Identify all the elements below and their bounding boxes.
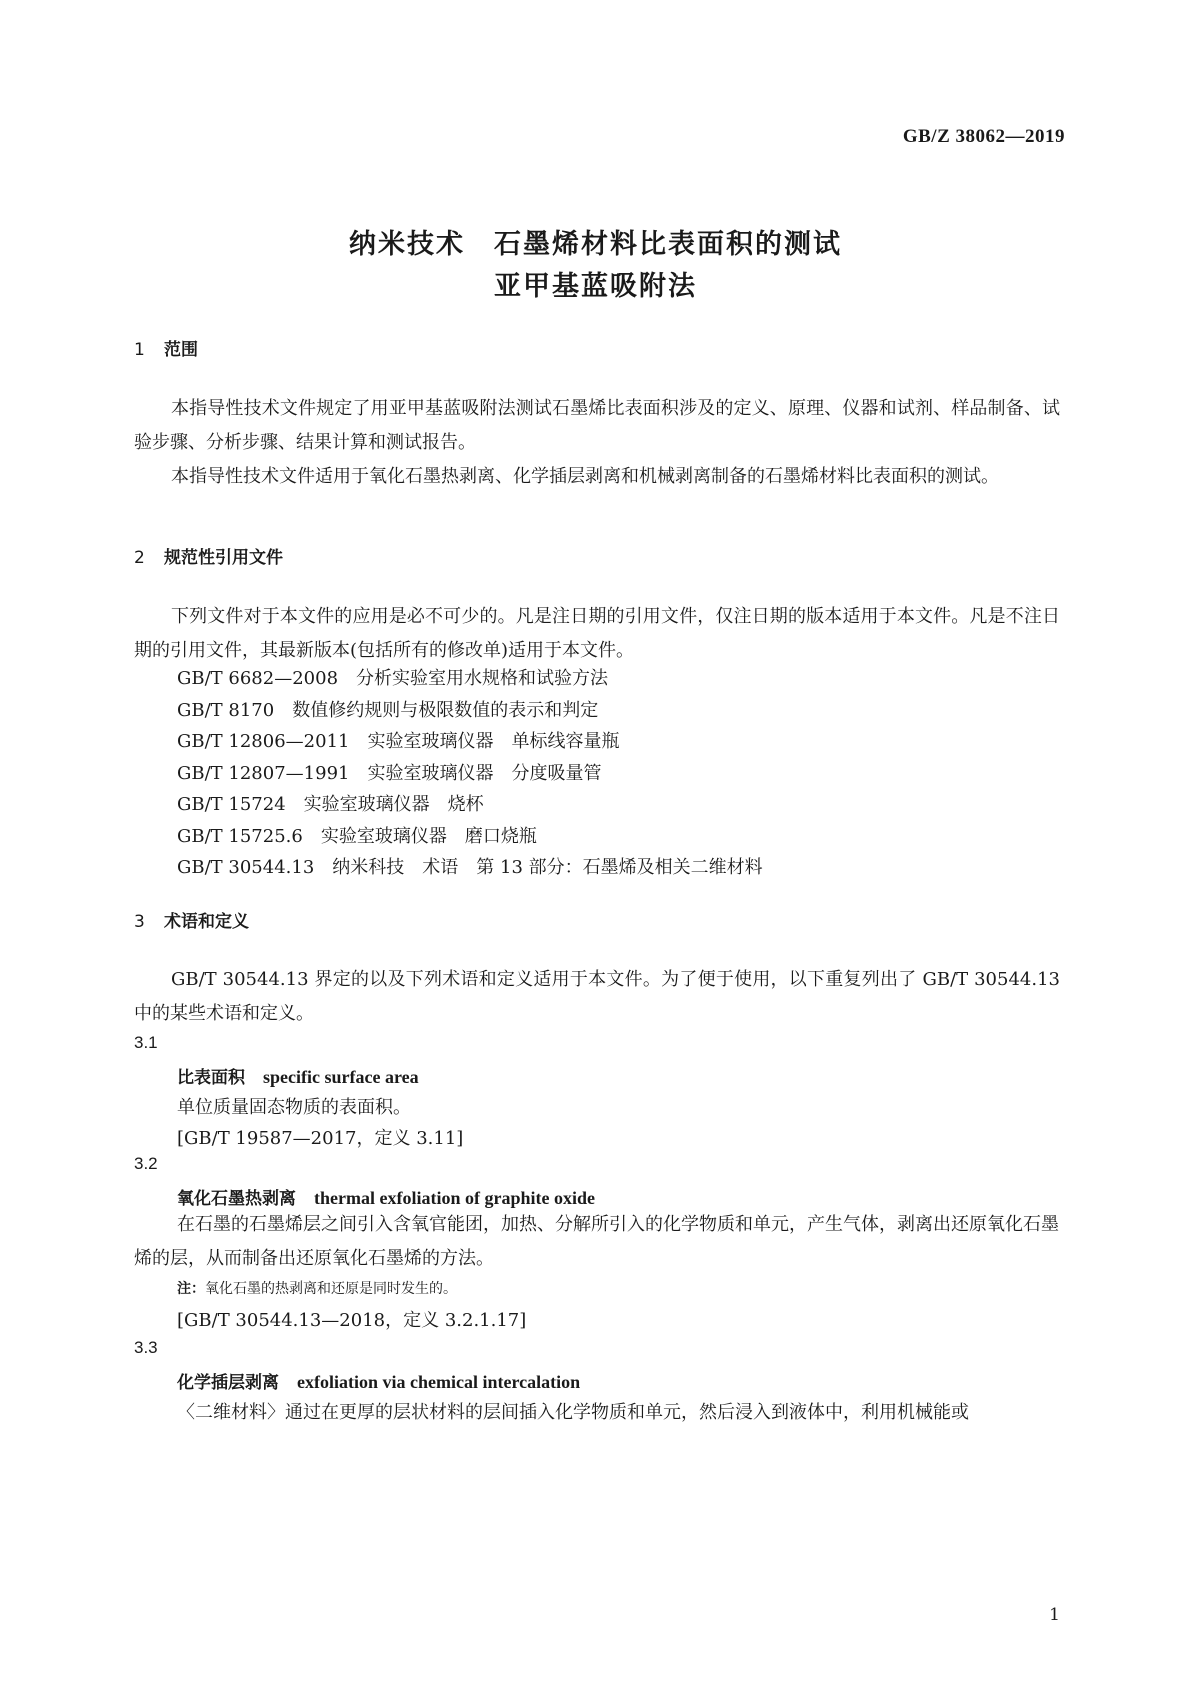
term-number-3-1: 3.1 <box>134 1033 158 1052</box>
reference-item: GB/T 15725.6 实验室玻璃仪器 磨口烧瓶 <box>177 825 537 847</box>
section-1-paragraph-2: 本指导性技术文件适用于氧化石墨热剥离、化学插层剥离和机械剥离制备的石墨烯材料比表面积的测试。 <box>171 466 999 487</box>
term-number-3-3: 3.3 <box>134 1338 158 1357</box>
reference-item: GB/T 15724 实验室玻璃仪器 烧杯 <box>177 794 484 815</box>
title-line-2: 亚甲基蓝吸附法 <box>494 271 697 302</box>
term-name-cn: 氧化石墨热剥离 <box>177 1189 296 1209</box>
reference-item: GB/T 30544.13 纳米科技 术语 第 13 部分：石墨烯及相关二维材料 <box>177 857 763 878</box>
section-3-heading <box>134 910 249 934</box>
reference-item: GB/T 8170 数值修约规则与极限数值的表示和判定 <box>177 699 599 721</box>
term-name-3-3 <box>177 1368 580 1393</box>
section-1-paragraph-1: 本指导性技术文件规定了用亚甲基蓝吸附法测试石墨烯比表面积涉及的定义、原理、仪器和试剂、样品制备、试验步骤、分析步骤、结果计算和测试报告。 <box>134 398 1060 453</box>
note-label: 注： <box>177 1281 205 1297</box>
section-1-heading <box>134 338 198 362</box>
section-3-paragraph-1: GB/T 30544.13 界定的以及下列术语和定义适用于本文件。为了便于使用，以下重复列出了 GB/T 30544.13 中的某些术语和定义。 <box>134 969 1060 1024</box>
note-text: 氧化石墨的热剥离和还原是同时发生的。 <box>205 1281 457 1297</box>
term-name-cn: 化学插层剥离 <box>177 1373 279 1393</box>
title-line-1: 纳米技术 石墨烯材料比表面积的测试 <box>349 229 842 260</box>
section-2-paragraph-1: 下列文件对于本文件的应用是必不可少的。凡是注日期的引用文件，仅注日期的版本适用于本文件。凡是不注日期的引用文件，其最新版本(包括所有的修改单)适用于本文件。 <box>134 606 1060 661</box>
reference-item: GB/T 6682—2008 分析实验室用水规格和试验方法 <box>177 668 609 689</box>
term-name-en: thermal exfoliation of graphite oxide <box>314 1188 595 1208</box>
term-definition-3-1: 单位质量固态物质的表面积。 <box>177 1097 411 1118</box>
term-note-3-2 <box>177 1278 457 1298</box>
term-source-3-1: [GB/T 19587—2017，定义 3.11] <box>177 1128 464 1149</box>
section-1-title: 范围 <box>164 340 198 360</box>
section-2-heading <box>134 546 283 570</box>
term-name-3-1 <box>177 1063 419 1088</box>
term-number-3-2: 3.2 <box>134 1154 158 1173</box>
term-definition-3-3: 〈二维材料〉通过在更厚的层状材料的层间插入化学物质和单元，然后浸入到液体中，利用机械能或 <box>177 1402 969 1423</box>
standard-code: GB/Z 38062—2019 <box>902 126 1065 147</box>
normative-reference-list <box>177 663 763 884</box>
reference-item: GB/T 12806—2011 实验室玻璃仪器 单标线容量瓶 <box>177 731 620 752</box>
section-2-title: 规范性引用文件 <box>164 548 283 568</box>
page-number: 1 <box>1049 1605 1060 1625</box>
term-definition-3-2: 在石墨的石墨烯层之间引入含氧官能团，加热、分解所引入的化学物质和单元，产生气体，剥离出还原氧化石墨烯的层，从而制备出还原氧化石墨烯的方法。 <box>134 1214 1059 1269</box>
section-3-title: 术语和定义 <box>164 912 249 932</box>
term-name-3-2 <box>177 1184 595 1209</box>
section-1-number: 1 <box>134 340 145 360</box>
section-2-number: 2 <box>134 548 145 568</box>
term-name-en: exfoliation via chemical intercalation <box>297 1372 581 1392</box>
term-name-cn: 比表面积 <box>177 1068 245 1088</box>
term-source-3-2: [GB/T 30544.13—2018，定义 3.2.1.17] <box>177 1310 527 1331</box>
reference-item: GB/T 12807—1991 实验室玻璃仪器 分度吸量管 <box>177 762 602 784</box>
section-3-number: 3 <box>134 912 145 932</box>
document-title <box>0 224 1191 308</box>
term-name-en: specific surface area <box>263 1067 419 1087</box>
